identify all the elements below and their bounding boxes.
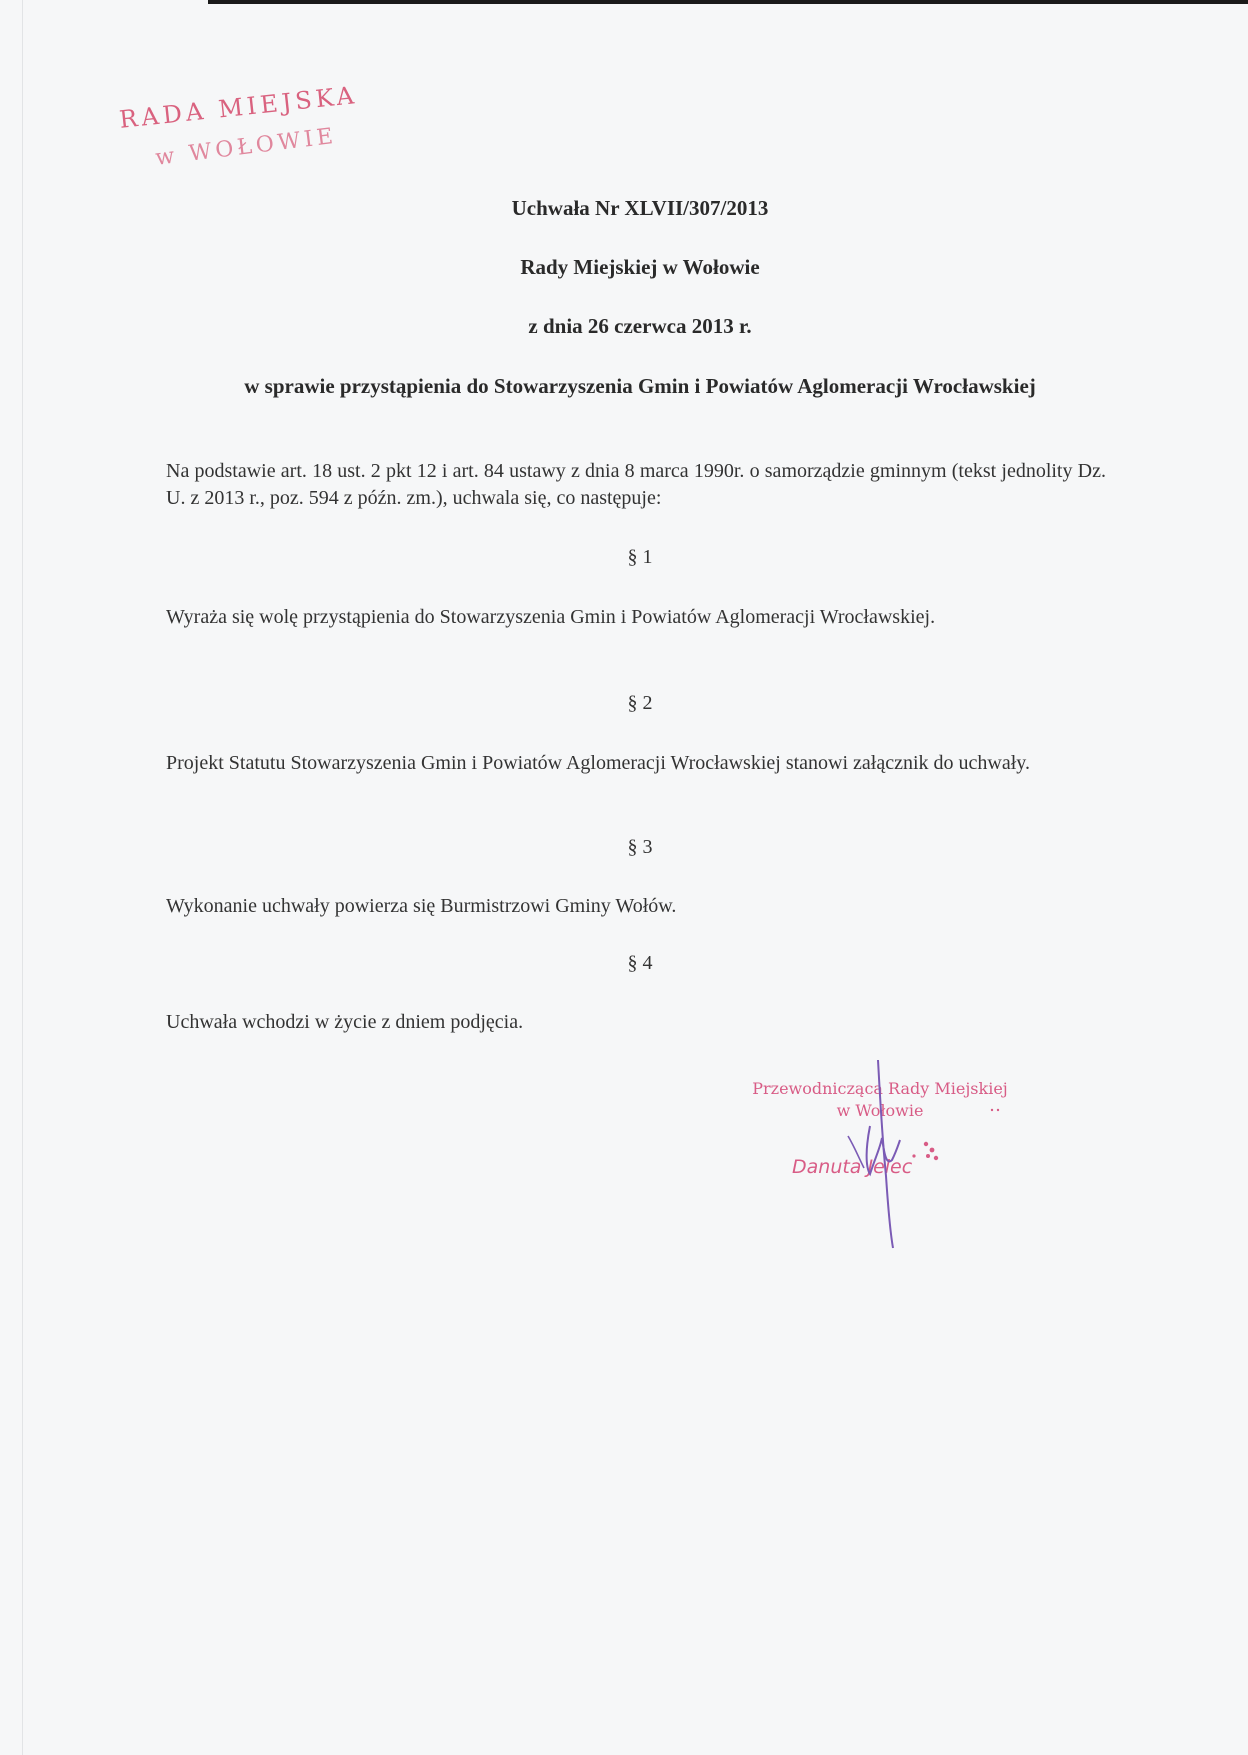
section-1-text: Wyraża się wolę przystąpienia do Stowarzyszenia Gmin i Powiatów Aglomeracji Wrocławskiej. [166,606,936,628]
resolution-subject: w sprawie przystąpienia do Stowarzyszenia Gmin i Powiatów Aglomeracji Wrocławskiej [244,374,1036,398]
legal-basis-paragraph: Na podstawie art. 18 ust. 2 pkt 12 i art. 84 ustawy z dnia 8 marca 1990r. o samorządzie gminnym (tekst jednolity Dz. U. z 2013 r., poz. 594 z późn. zm.), uchwala się, co następuje: [166,460,1106,509]
section-3-label: § 3 [627,836,653,858]
section-4-text: Uchwała wchodzi w życie z dniem podjęcia. [166,1011,524,1033]
council-name: Rady Miejskiej w Wołowie [520,255,760,279]
council-stamp [118,80,418,186]
handwritten-signature-icon [730,1056,1030,1256]
stamp-line-1: RADA MIEJSKA [118,80,360,134]
signature-role-line-1: Przewodnicząca Rady Miejskiej [752,1079,1008,1098]
section-4-label: § 4 [627,952,653,974]
signature-name: Danuta Jelec [792,1156,913,1178]
resolution-date: z dnia 26 czerwca 2013 r. [528,314,752,338]
section-1-label: § 1 [627,546,653,568]
signature-role-line-2: w Wołowie [836,1101,924,1120]
signature-block [730,1056,1030,1256]
section-3-text: Wykonanie uchwały powierza się Burmistrzowi Gminy Wołów. [166,895,677,917]
section-2-label: § 2 [627,692,653,714]
scan-left-edge [22,0,23,1755]
resolution-title: Uchwała Nr XLVII/307/2013 [511,196,769,220]
section-2-text: Projekt Statutu Stowarzyszenia Gmin i Powiatów Aglomeracji Wrocławskiej stanowi załącznik do uchwały. [166,752,1030,774]
stamp-line-2: w WOŁOWIE [154,123,339,171]
scan-top-edge [208,0,1248,4]
